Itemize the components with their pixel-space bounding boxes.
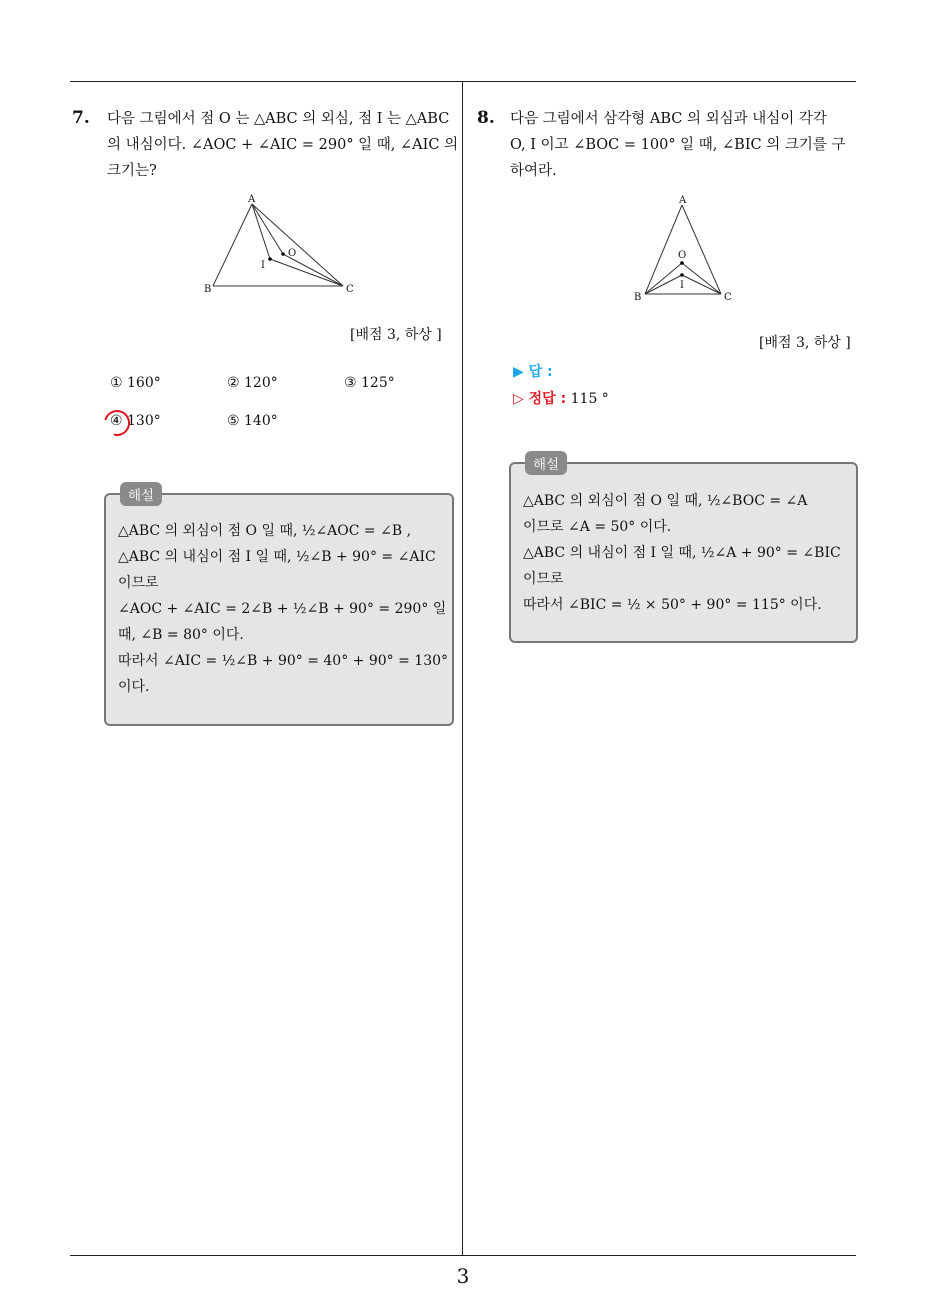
q7-line: 다음 그림에서 점 O 는 △ABC 의 외심, 점 I 는 △ABC xyxy=(107,111,450,127)
q7-choice-5[interactable]: ⑤ 140° xyxy=(227,413,278,429)
q7-label-i: I xyxy=(261,260,265,271)
q7-explain-line: 따라서 ∠AIC = ½∠B + 90° = 40° + 90° = 130° xyxy=(118,653,449,669)
q7-score: [배점 3, 하상 ] xyxy=(350,327,442,343)
q8-label-o: O xyxy=(678,250,687,261)
q7-number: 7. xyxy=(72,108,90,128)
q7-explain-line: 이므로 xyxy=(118,575,159,591)
q7-text xyxy=(107,106,458,184)
q8-line: 하여라. xyxy=(510,163,557,179)
bottom-rule xyxy=(70,1255,856,1256)
q8-explanation-tag: 해설 xyxy=(525,451,567,475)
q7-choice-2[interactable]: ② 120° xyxy=(227,375,278,391)
q7-explain-line: ∠AOC + ∠AIC = 2∠B + ½∠B + 90° = 290° 일 xyxy=(118,601,447,617)
q8-line: O, I 이고 ∠BOC = 100° 일 때, ∠BIC 의 크기를 구 xyxy=(510,137,846,153)
q7-label-c: C xyxy=(346,284,354,295)
q7-explain-line: △ABC 의 외심이 점 O 일 때, ½∠AOC = ∠B , xyxy=(118,523,412,539)
q8-answer-line xyxy=(513,361,553,381)
q8-score: [배점 3, 하상 ] xyxy=(759,335,851,351)
q8-text xyxy=(510,106,846,184)
q8-number: 8. xyxy=(477,108,495,128)
q7-explanation-tag: 해설 xyxy=(120,482,162,506)
q8-explain-line: 이므로 ∠A = 50° 이다. xyxy=(523,519,672,535)
q7-choice-4[interactable]: ④ 130° xyxy=(110,413,161,429)
q7-figure xyxy=(195,190,365,300)
q8-label-b: B xyxy=(634,292,642,303)
q8-explanation-text xyxy=(523,488,841,618)
q7-label-o: O xyxy=(288,248,297,259)
q8-label-a: A xyxy=(679,195,687,206)
q7-line: 의 내심이다. ∠AOC + ∠AIC = 290° 일 때, ∠AIC 의 xyxy=(107,137,459,153)
q7-label-b: B xyxy=(204,284,212,295)
top-rule xyxy=(70,81,856,82)
q7-explain-line: 이다. xyxy=(118,679,150,695)
q8-correct-line xyxy=(513,388,609,408)
q7-explain-line: 때, ∠B = 80° 이다. xyxy=(118,627,244,643)
q7-line: 크기는? xyxy=(107,163,157,179)
q8-explain-line: 이므로 xyxy=(523,571,564,587)
q7-choice-3[interactable]: ③ 125° xyxy=(344,375,395,391)
column-divider xyxy=(462,82,463,1255)
q8-correct-label: ▷ 정답 : xyxy=(513,391,567,407)
q8-correct-value: 115 ° xyxy=(570,391,609,407)
q7-explanation-text xyxy=(118,518,448,700)
q8-label-i: I xyxy=(680,280,684,291)
q8-explain-line: △ABC 의 내심이 점 I 일 때, ½∠A + 90° = ∠BIC xyxy=(523,545,841,561)
q8-explain-line: △ABC 의 외심이 점 O 일 때, ½∠BOC = ∠A xyxy=(523,493,808,509)
q8-label-c: C xyxy=(724,292,732,303)
selected-answer-circle xyxy=(99,405,135,441)
q8-figure xyxy=(625,190,740,305)
q7-label-a: A xyxy=(248,194,256,205)
page-number: 3 xyxy=(456,1264,470,1288)
q7-choice-1[interactable]: ① 160° xyxy=(110,375,161,391)
q8-line: 다음 그림에서 삼각형 ABC 의 외심과 내심이 각각 xyxy=(510,111,827,127)
q8-answer-label: ▶ 답 : xyxy=(513,364,553,380)
q8-explain-line: 따라서 ∠BIC = ½ × 50° + 90° = 115° 이다. xyxy=(523,597,822,613)
q7-explain-line: △ABC 의 내심이 점 I 일 때, ½∠B + 90° = ∠AIC xyxy=(118,549,436,565)
